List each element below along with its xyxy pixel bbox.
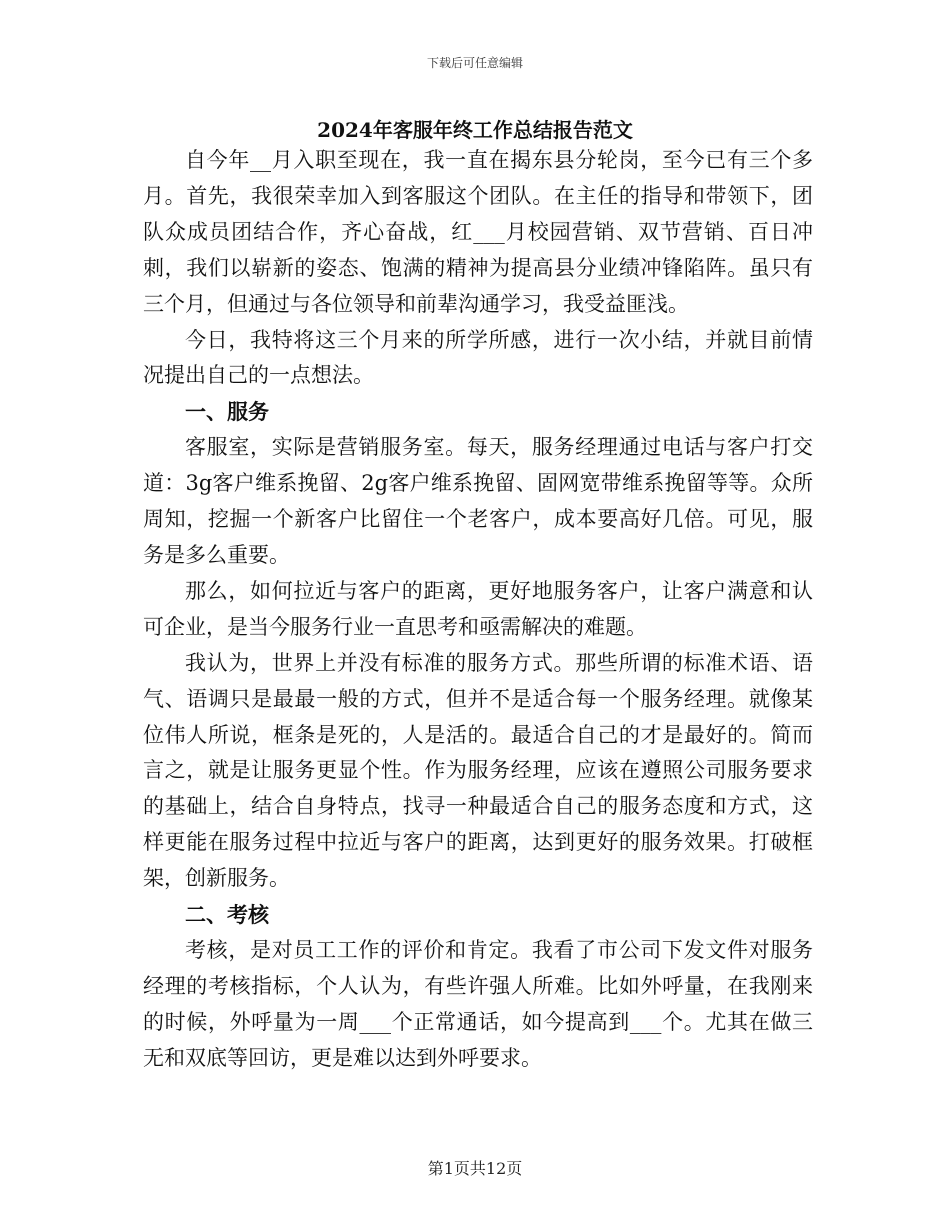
paragraph: 那么，如何拉近与客户的距离，更好地服务客户，让客户满意和认可企业，是当今服务行业一直思考和亟需解决的难题。 bbox=[143, 578, 813, 639]
section-heading-assessment: 二、考核 bbox=[185, 902, 269, 928]
page-number: 第1页共12页 bbox=[427, 1159, 523, 1178]
paragraph: 我认为，世界上并没有标准的服务方式。那些所谓的标准术语、语气、语调只是最最一般的方式，但并不是适合每一个服务经理。就像某位伟人所说，框条是死的，人是活的。最适合自己的才是最好的。简而言之，就是让服务更显个性。作为服务经理，应该在遵照公司服务要求的基础上，结合自身特点，找寻一种最适合自己的服务态度和方式，这样更能在服务过程中拉近与客户的距离，达到更好的服务效果。打破框架，创新服务。 bbox=[143, 650, 813, 891]
section-heading-service: 一、服务 bbox=[185, 399, 269, 425]
paragraph: 考核，是对员工工作的评价和肯定。我看了市公司下发文件对服务经理的考核指标，个人认为，有些许强人所难。比如外呼量，在我刚来的时候，外呼量为一周___个正常通话，如今提高到___个。尤其在做三无和双底等回访，更是难以达到外呼要求。 bbox=[143, 937, 813, 1070]
paragraph: 今日，我特将这三个月来的所学所感，进行一次小结，并就目前情况提出自己的一点想法。 bbox=[143, 327, 813, 388]
document-body bbox=[143, 143, 813, 1077]
paragraph: 客服室，实际是营销服务室。每天，服务经理通过电话与客户打交道：3g客户维系挽留、2g客户维系挽留、固网宽带维系挽留等等。众所周知，挖掘一个新客户比留住一个老客户，成本要高好几倍。可见，服务是多么重要。 bbox=[143, 435, 813, 567]
paragraph: 自今年__月入职至现在，我一直在揭东县分轮岗，至今已有三个多月。首先，我很荣幸加入到客服这个团队。在主任的指导和带领下，团队众成员团结合作，齐心奋战，红___月校园营销、双节营销、百日冲刺，我们以崭新的姿态、饱满的精神为提高县分业绩冲锋陷阵。虽只有三个月，但通过与各位领导和前辈沟通学习，我受益匪浅。 bbox=[143, 148, 813, 316]
document-title: 2024年客服年终工作总结报告范文 bbox=[317, 118, 633, 142]
header-note: 下载后可任意编辑 bbox=[426, 56, 523, 70]
